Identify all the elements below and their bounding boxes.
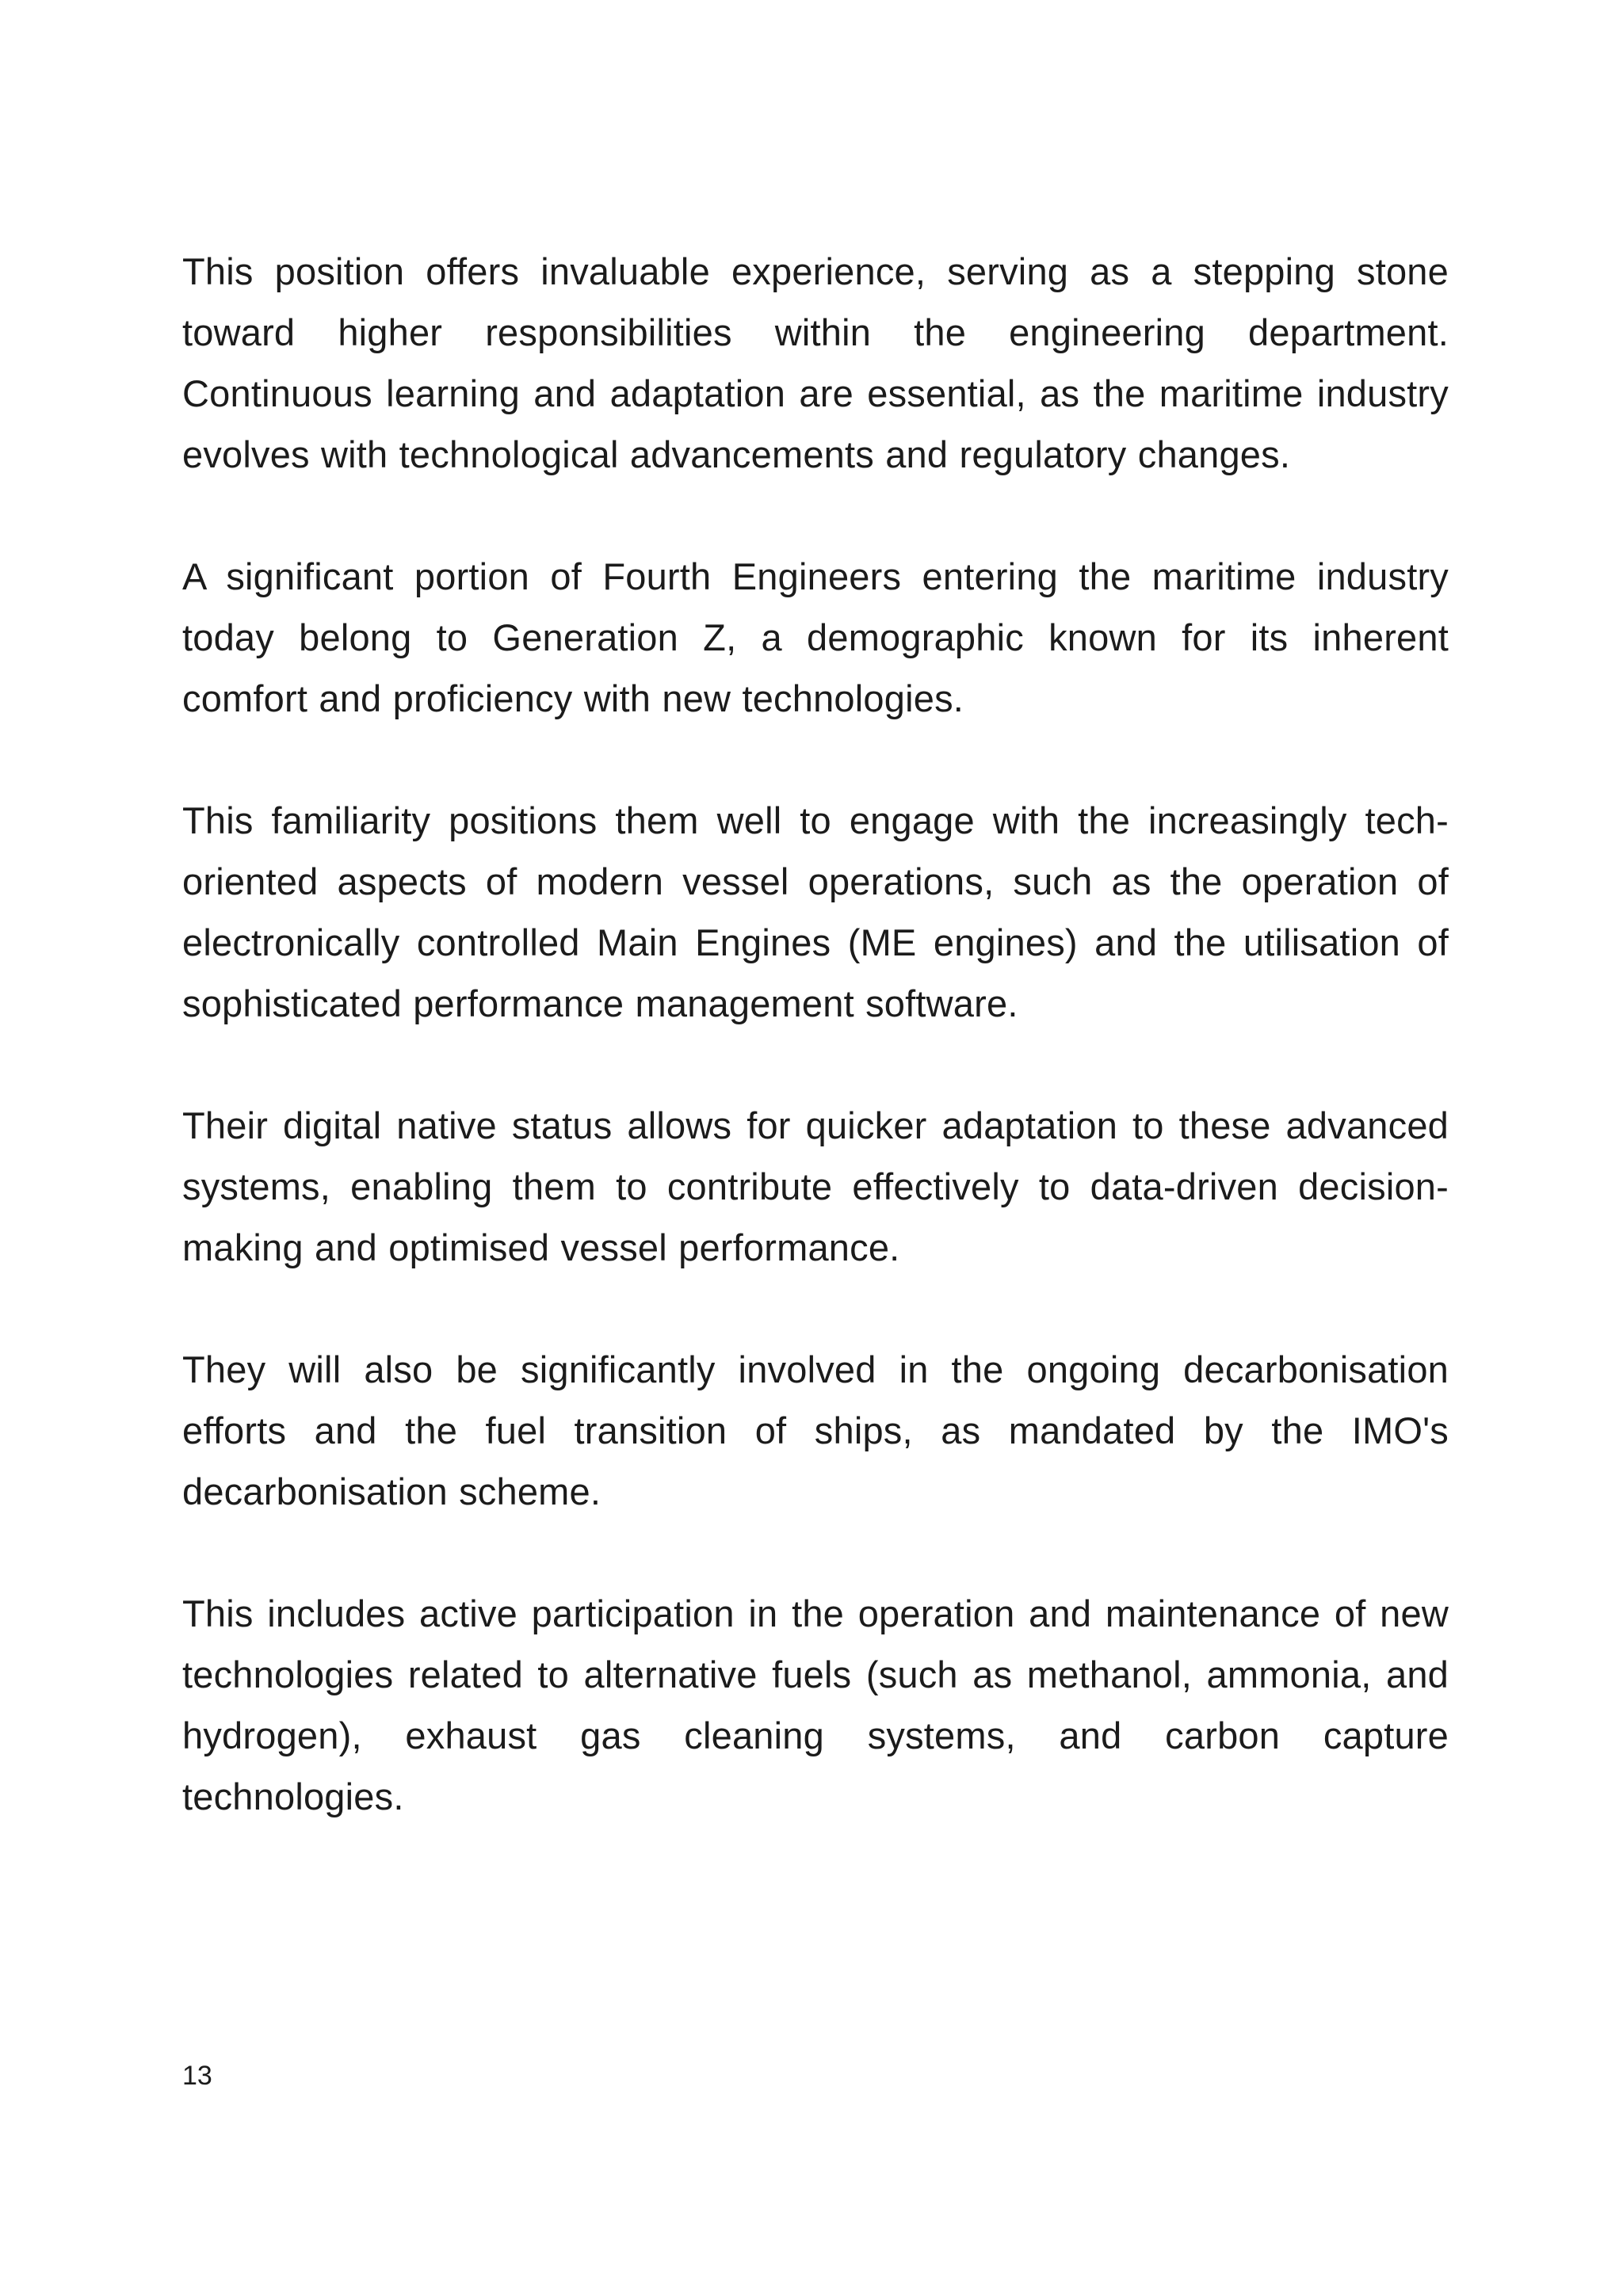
paragraph: A significant portion of Fourth Engineers entering the maritime industry today belong to Generation Z, a demographic known for its inherent comfort and proficiency with new technologies. bbox=[182, 555, 1449, 719]
paragraph: Their digital native status allows for quicker adaptation to these advanced systems, enabling them to contribute effectively to data-driven decision-making and optimised vessel performance. bbox=[182, 1104, 1449, 1268]
page-body bbox=[182, 241, 1449, 1888]
paragraph: This includes active participation in the operation and maintenance of new technologies related to alternative fuels (such as methanol, ammonia, and hydrogen), exhaust gas cleaning systems, and carbon capture technologies. bbox=[182, 1592, 1449, 1817]
page-number: 13 bbox=[182, 2061, 212, 2091]
paragraph: They will also be significantly involved in the ongoing decarbonisation efforts and the fuel transition of ships, as mandated by the IMO's decarbonisation scheme. bbox=[182, 1348, 1449, 1512]
paragraph: This familiarity positions them well to engage with the increasingly tech-oriented aspects of modern vessel operations, such as the operation of electronically controlled Main Engines (ME engines) and the utilisation of sophisticated performance management software. bbox=[182, 799, 1449, 1024]
paragraph: This position offers invaluable experience, serving as a stepping stone toward higher responsibilities within the engineering department. Continuous learning and adaptation are essential, as the maritime industry evolves with technological advancements and regulatory changes. bbox=[182, 250, 1449, 475]
